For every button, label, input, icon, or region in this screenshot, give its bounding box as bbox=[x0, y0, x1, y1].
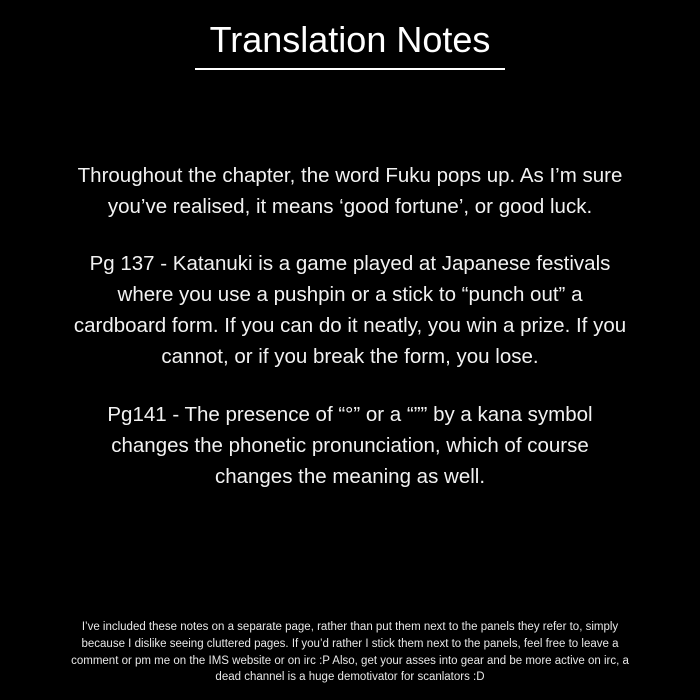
page-title bbox=[195, 20, 505, 76]
note-paragraph-3: Pg141 - The presence of “°” or a “”” by a kana symbol changes the phonetic pronunciation, which of course changes the meaning as well. bbox=[107, 402, 593, 488]
notes-body bbox=[70, 160, 630, 492]
footer-note: I’ve included these notes on a separate page, rather than put them next to the panels they refer to, simply because I dislike seeing cluttered pages. If you’d rather I stick them next to the panels, feel free to leave a comment or pm me on the IMS website or on irc :P Also, get your asses into gear and be more active on irc, a dead channel is a huge demotivator for scanlators :D bbox=[71, 621, 629, 684]
note-paragraph-2: Pg 137 - Katanuki is a game played at Japanese festivals where you use a pushpin or a stick to “punch out” a cardboard form. If you can do it neatly, you win a prize. If you cannot, or if you break the form, you lose. bbox=[73, 252, 627, 369]
page-title-text: Translation Notes bbox=[209, 19, 491, 60]
title-underline bbox=[195, 68, 505, 70]
note-paragraph-1: Throughout the chapter, the word Fuku pops up. As I’m sure you’ve realised, it means ‘good fortune’, or good luck. bbox=[77, 163, 623, 218]
